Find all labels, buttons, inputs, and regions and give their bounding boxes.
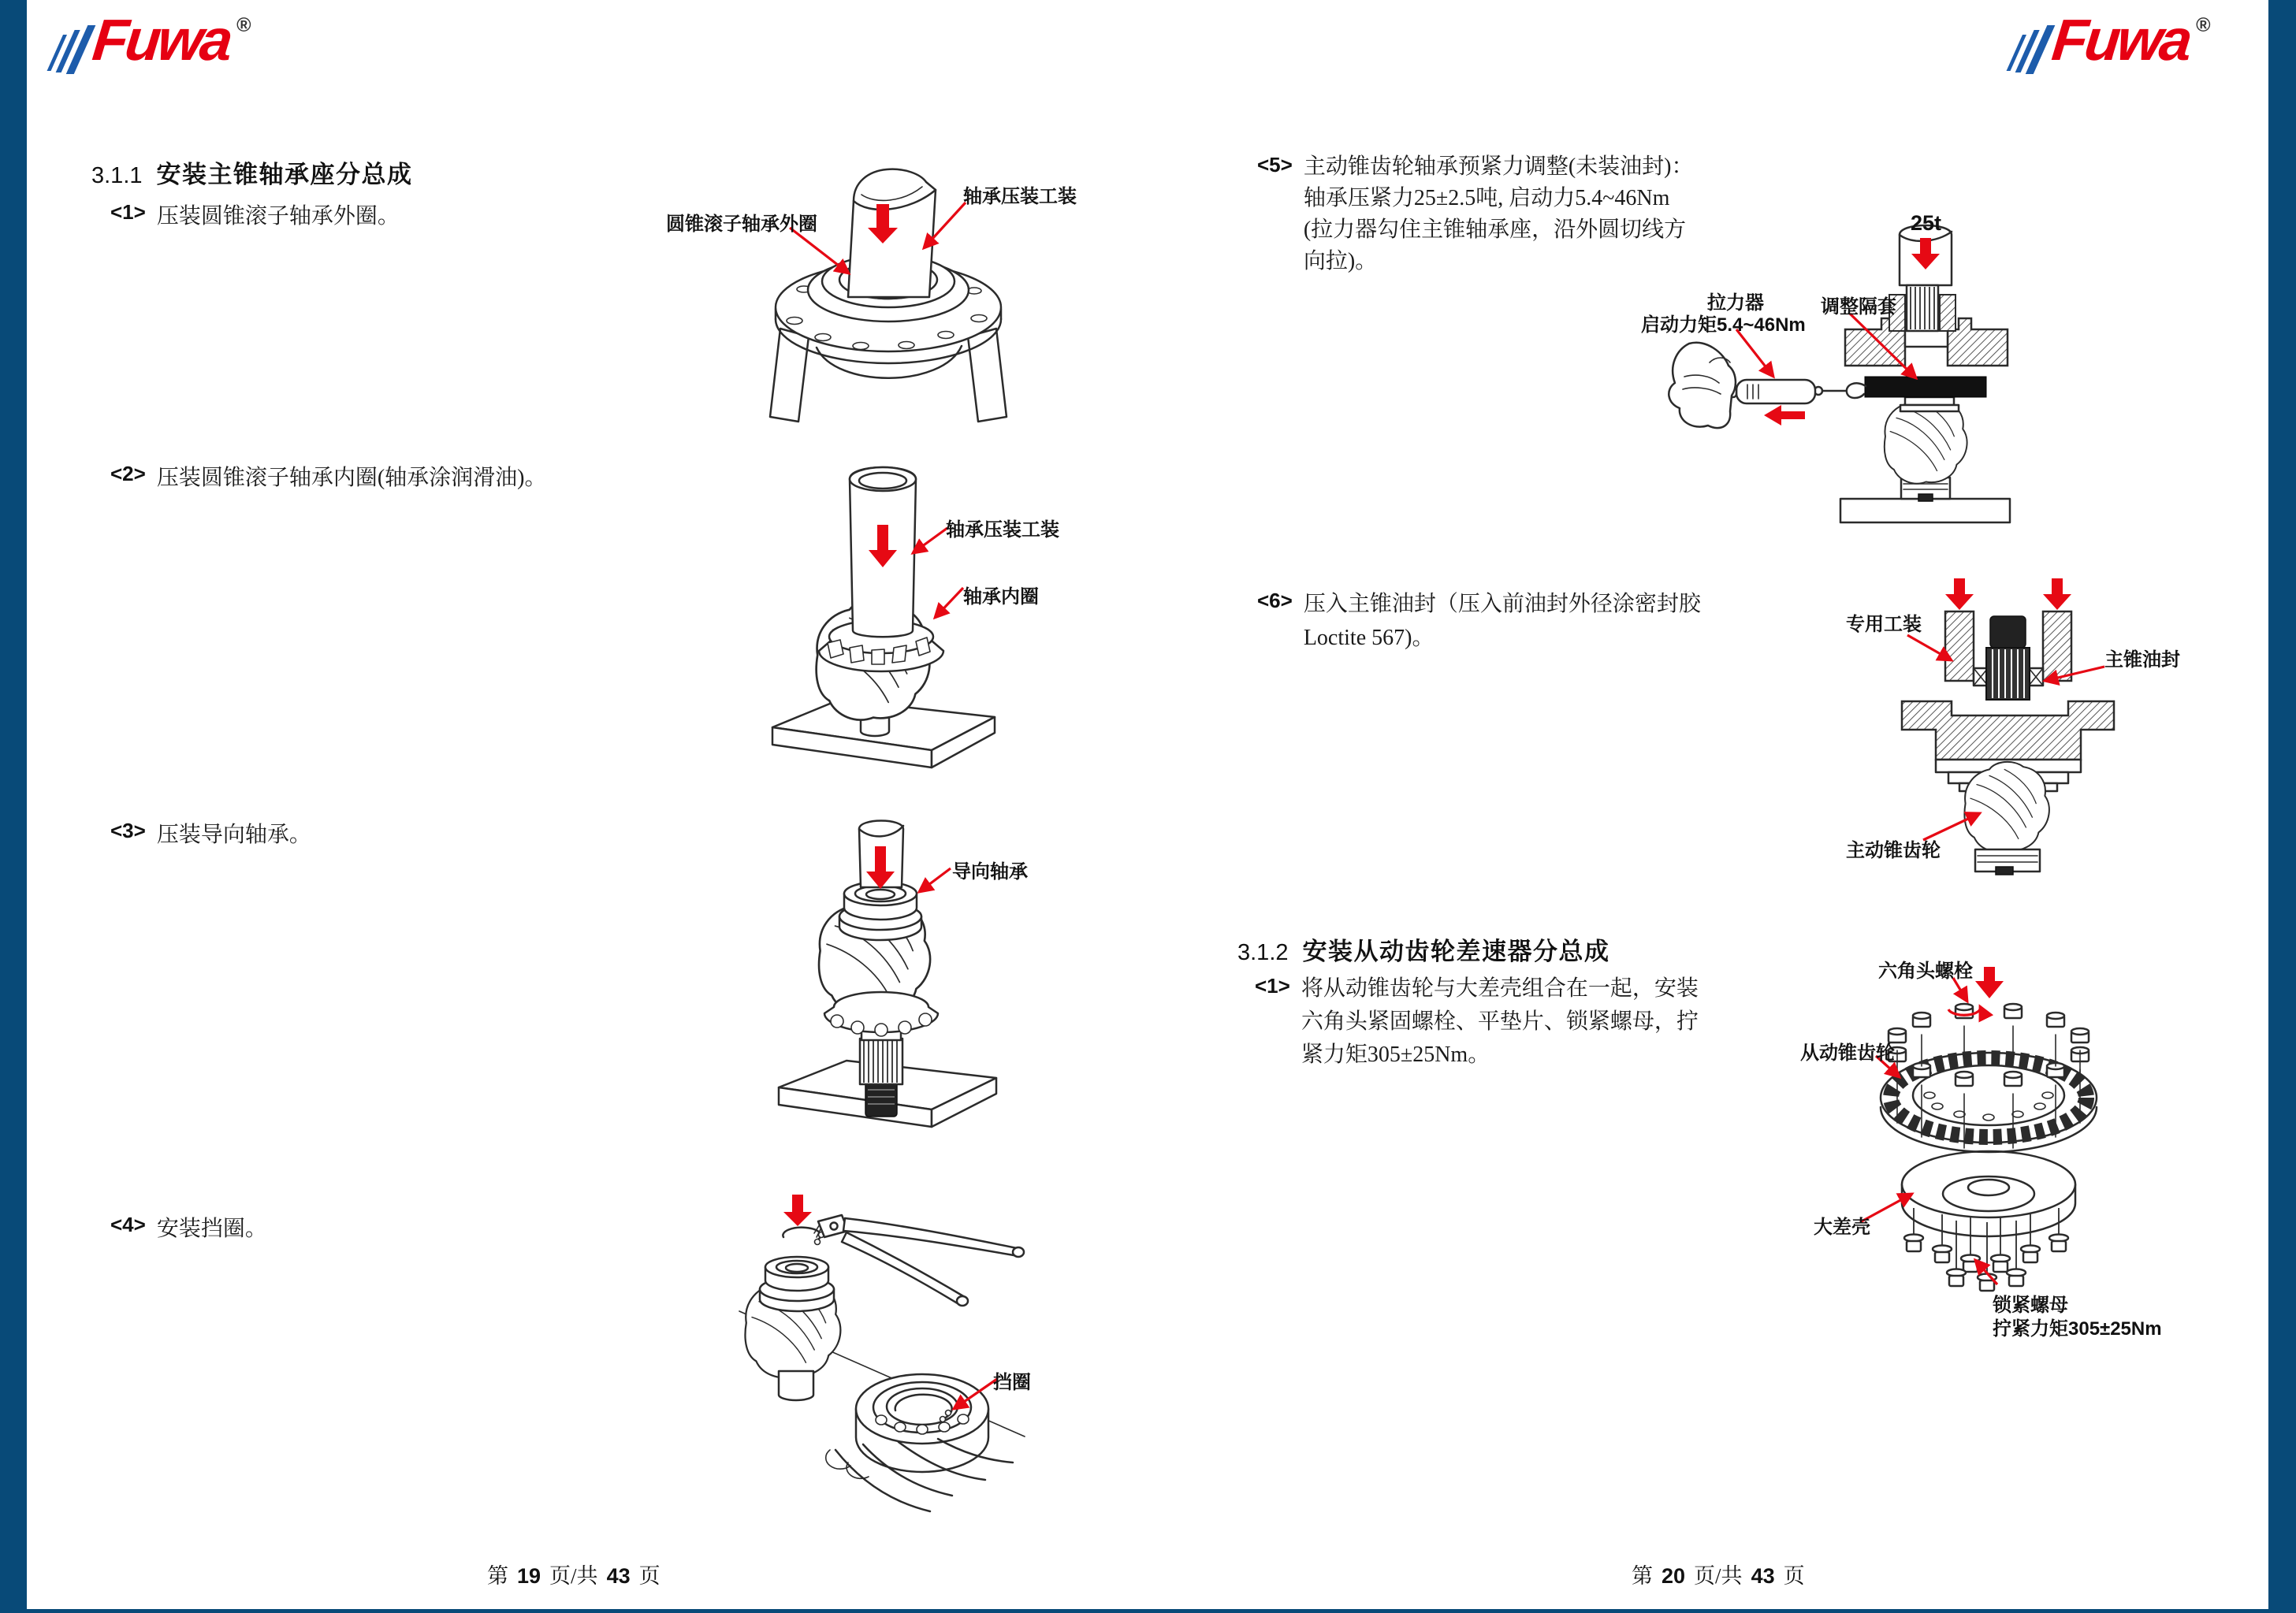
fig7-label-bolt: 六角头螺栓 xyxy=(1878,961,1973,982)
fig7-label-nut: 锁紧螺母 xyxy=(1993,1295,2068,1316)
step-5-right: <5> 主动锥齿轮轴承预紧力调整(未装油封)： 轴承压紧力25±2.5吨, 启动力5.4~46Nm (拉力器勾住主锥轴承座，沿外圆切线方 向拉)。 xyxy=(1257,153,1694,273)
registered-mark: ® xyxy=(236,14,251,36)
fig5-label-load: 25t xyxy=(1911,211,1942,235)
fig3-label-guide-bearing: 导向轴承 xyxy=(952,861,1028,883)
fig7-label-nut-torque: 拧紧力矩305±25Nm xyxy=(1993,1318,2162,1340)
press-direction-arrow xyxy=(1945,578,1974,610)
fig1-label-outer-ring: 圆锥滚子轴承外圈 xyxy=(666,214,817,235)
seat-leg xyxy=(770,329,809,422)
shaft-cap xyxy=(1990,616,2026,648)
step-3-left: <3> 压装导向轴承。 xyxy=(110,819,311,847)
fig5-label-spacer: 调整隔套 xyxy=(1821,296,1896,318)
fig2-label-inner-ring: 轴承内圈 xyxy=(963,586,1039,608)
fig2-label-press-tool: 轴承压装工装 xyxy=(946,519,1059,541)
total-pages: 43 xyxy=(1751,1564,1775,1588)
section-heading-312: 3.1.2 安装从动齿轮差速器分总成 xyxy=(1237,938,1610,965)
step-2-left: <2> 压装圆锥滚子轴承内圈(轴承涂润滑油)。 xyxy=(110,462,547,490)
snap-ring xyxy=(783,1228,821,1240)
press-direction-arrow xyxy=(2043,578,2071,610)
special-tool xyxy=(1945,611,1974,681)
drive-bevel-gear xyxy=(1964,762,2049,852)
page-border-right xyxy=(2268,0,2296,1613)
fig1-label-press-tool: 轴承压装工装 xyxy=(963,186,1077,207)
press-direction-arrow xyxy=(1975,967,2004,998)
page-number: 20 xyxy=(1662,1564,1686,1588)
fig7-label-gear: 从动锥齿轮 xyxy=(1800,1043,1895,1064)
hook xyxy=(1847,383,1866,398)
fig4-label-retaining-ring: 挡圈 xyxy=(993,1372,1031,1393)
page-footer-left: 第 19 页/共 43 页 xyxy=(487,1564,661,1588)
lock-nuts xyxy=(1904,1235,2068,1292)
logo-stripes-icon xyxy=(46,24,96,74)
page-footer-right: 第 20 页/共 43 页 xyxy=(1632,1564,1805,1588)
figure-press-guide-bearing xyxy=(749,810,1080,1174)
spring-scale xyxy=(1736,380,1815,403)
figure-preload-adjustment xyxy=(1643,197,2093,536)
logo-wordmark: Fuwa xyxy=(89,7,233,72)
fig6-label-tool: 专用工装 xyxy=(1846,614,1922,635)
base-plate xyxy=(1840,499,2010,522)
fig7-label-case: 大差壳 xyxy=(1814,1217,1870,1238)
fuwa-logo-right xyxy=(2016,7,2211,74)
page-border-bottom xyxy=(0,1609,2296,1613)
hand xyxy=(1669,343,1736,428)
seat-leg xyxy=(968,329,1007,422)
logo-wordmark: Fuwa xyxy=(2049,7,2193,72)
press-direction-arrow xyxy=(783,1195,812,1226)
fig5-label-torque: 启动力矩5.4~46Nm xyxy=(1641,314,1806,336)
fig5-label-puller: 拉力器 xyxy=(1707,292,1764,314)
figure-press-inner-ring xyxy=(749,455,1080,790)
registered-mark: ® xyxy=(2196,14,2211,36)
threaded-tip xyxy=(865,1082,897,1117)
page-border-left xyxy=(0,0,27,1613)
total-pages: 43 xyxy=(606,1564,631,1588)
callout-arrow-guide-bearing xyxy=(919,868,951,892)
step-4-left: <4> 安装挡圈。 xyxy=(110,1213,267,1241)
adjusting-spacer xyxy=(1865,377,1986,397)
logo-stripes-icon xyxy=(2005,24,2056,74)
step-6-right: <6> 压入主锥油封（压入前油封外径涂密封胶 Loctite 567)。 xyxy=(1257,589,1701,650)
callout-arrow-puller xyxy=(1736,329,1773,377)
page-number: 19 xyxy=(517,1564,541,1588)
step-1-left: <1> 压装圆锥滚子轴承外圈。 xyxy=(110,200,400,229)
fig6-label-seal: 主锥油封 xyxy=(2104,649,2180,671)
pull-direction-arrow xyxy=(1764,405,1805,426)
section-heading-311: 3.1.1 安装主锥轴承座分总成 xyxy=(91,161,413,188)
fig6-label-gear: 主动锥齿轮 xyxy=(1846,840,1941,861)
bearing-seat-section xyxy=(1902,701,2114,760)
flange-section xyxy=(1948,318,2008,366)
step-1-right: <1> 将从动锥齿轮与大差壳组合在一起，安装 六角头紧固螺栓、平垫片、锁紧螺母，拧 紧力矩305±25Nm。 xyxy=(1255,974,1699,1067)
special-tool xyxy=(2043,611,2071,681)
fuwa-logo-left xyxy=(57,7,251,74)
callout-arrow-inner-ring xyxy=(935,588,963,618)
splined-shaft xyxy=(860,1039,902,1084)
callout-arrow-press-tool xyxy=(913,528,947,553)
